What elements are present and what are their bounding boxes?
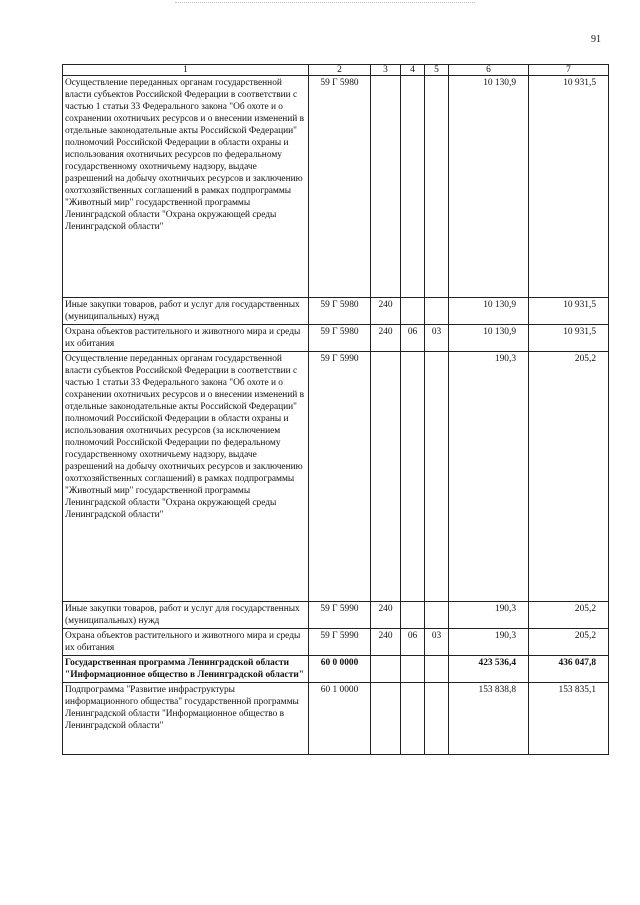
row-sum-1: 190,3 [449,352,529,602]
budget-table [62,64,609,755]
header-col-7: 7 [529,65,609,76]
row-name: Осуществление переданных органам государственной власти субъектов Российской Федерации в соответствии с частью 1 статьи 33 Федерального закона "Об охоте и о сохранении охотничьих ресурсов и о внесении изменений в отдельные законодательные акты Российской Федерации" полномочий Российской Федерации в области охраны и использования охотничьих ресурсов по федеральному государственному охотничьему надзору, выдаче разрешений на добычу охотничьих ресурсов и заключению охотхозяйственных соглашений в рамках подпрограммы "Животный мир" государственной программы Ленинградской области "Охрана окружающей среды Ленинградской области" [63,76,309,298]
row-rz [401,602,425,629]
table-row [63,629,609,656]
row-sum-2: 10 931,5 [529,298,609,325]
row-code: 59 Г 5980 [309,325,371,352]
row-sum-1: 153 838,8 [449,683,529,755]
table-row [63,656,609,683]
row-sum-2: 10 931,5 [529,76,609,298]
row-name: Охрана объектов растительного и животного мира и среды их обитания [63,325,309,352]
row-code: 59 Г 5990 [309,629,371,656]
row-name: Осуществление переданных органам государственной власти субъектов Российской Федерации в соответствии с частью 1 статьи 33 Федерального закона "Об охоте и о сохранении охотничьих ресурсов и о внесении изменений в отдельные законодательные акты Российской Федерации" полномочий Российской Федерации в области охраны и использования охотничьих ресурсов (за исключением полномочий Российской Федерации по федеральному государственному охотничьему надзору, выдаче разрешений на добычу охотничьих ресурсов и заключению охотхозяйственных соглашений) в рамках подпрограммы "Животный мир" государственной программы Ленинградской области "Охрана окружающей среды Ленинградской области" [63,352,309,602]
row-pr [425,352,449,602]
row-sum-2: 436 047,8 [529,656,609,683]
header-col-6: 6 [449,65,529,76]
header-col-5: 5 [425,65,449,76]
row-vr: 240 [371,325,401,352]
row-vr [371,76,401,298]
row-vr [371,656,401,683]
row-sum-1: 10 130,9 [449,76,529,298]
row-vr [371,352,401,602]
row-sum-1: 10 130,9 [449,325,529,352]
table-row [63,298,609,325]
row-rz [401,76,425,298]
page-number: 91 [591,34,601,45]
header-col-2: 2 [309,65,371,76]
table-header-row [63,65,609,76]
row-rz: 06 [401,629,425,656]
row-vr: 240 [371,629,401,656]
row-code: 59 Г 5980 [309,76,371,298]
row-vr: 240 [371,602,401,629]
row-name: Иные закупки товаров, работ и услуг для государственных (муниципальных) нужд [63,602,309,629]
table-row [63,76,609,298]
row-sum-2: 205,2 [529,629,609,656]
row-code: 60 0 0000 [309,656,371,683]
row-sum-1: 190,3 [449,629,529,656]
header-col-4: 4 [401,65,425,76]
row-rz [401,298,425,325]
row-pr [425,683,449,755]
scan-top-marks [175,2,475,7]
row-pr [425,298,449,325]
header-col-1: 1 [63,65,309,76]
table-row [63,325,609,352]
row-name: Охрана объектов растительного и животного мира и среды их обитания [63,629,309,656]
row-sum-2: 205,2 [529,352,609,602]
row-rz: 06 [401,325,425,352]
row-code: 59 Г 5990 [309,352,371,602]
row-pr: 03 [425,325,449,352]
row-sum-2: 205,2 [529,602,609,629]
row-pr [425,656,449,683]
row-pr [425,76,449,298]
row-code: 60 1 0000 [309,683,371,755]
row-name: Подпрограмма "Развитие инфраструктуры информационного общества" государственной программы Ленинградской области "Информационное общество в Ленинградской области" [63,683,309,755]
row-rz [401,683,425,755]
row-vr: 240 [371,298,401,325]
row-sum-1: 190,3 [449,602,529,629]
row-sum-1: 423 536,4 [449,656,529,683]
row-pr [425,602,449,629]
table-row [63,683,609,755]
row-name: Иные закупки товаров, работ и услуг для государственных (муниципальных) нужд [63,298,309,325]
row-rz [401,656,425,683]
row-sum-2: 153 835,1 [529,683,609,755]
row-pr: 03 [425,629,449,656]
row-code: 59 Г 5980 [309,298,371,325]
row-code: 59 Г 5990 [309,602,371,629]
row-rz [401,352,425,602]
row-sum-1: 10 130,9 [449,298,529,325]
table-row [63,602,609,629]
row-sum-2: 10 931,5 [529,325,609,352]
row-vr [371,683,401,755]
row-name: Государственная программа Ленинградской области "Информационное общество в Ленинградской области" [63,656,309,683]
header-col-3: 3 [371,65,401,76]
table-row [63,352,609,602]
